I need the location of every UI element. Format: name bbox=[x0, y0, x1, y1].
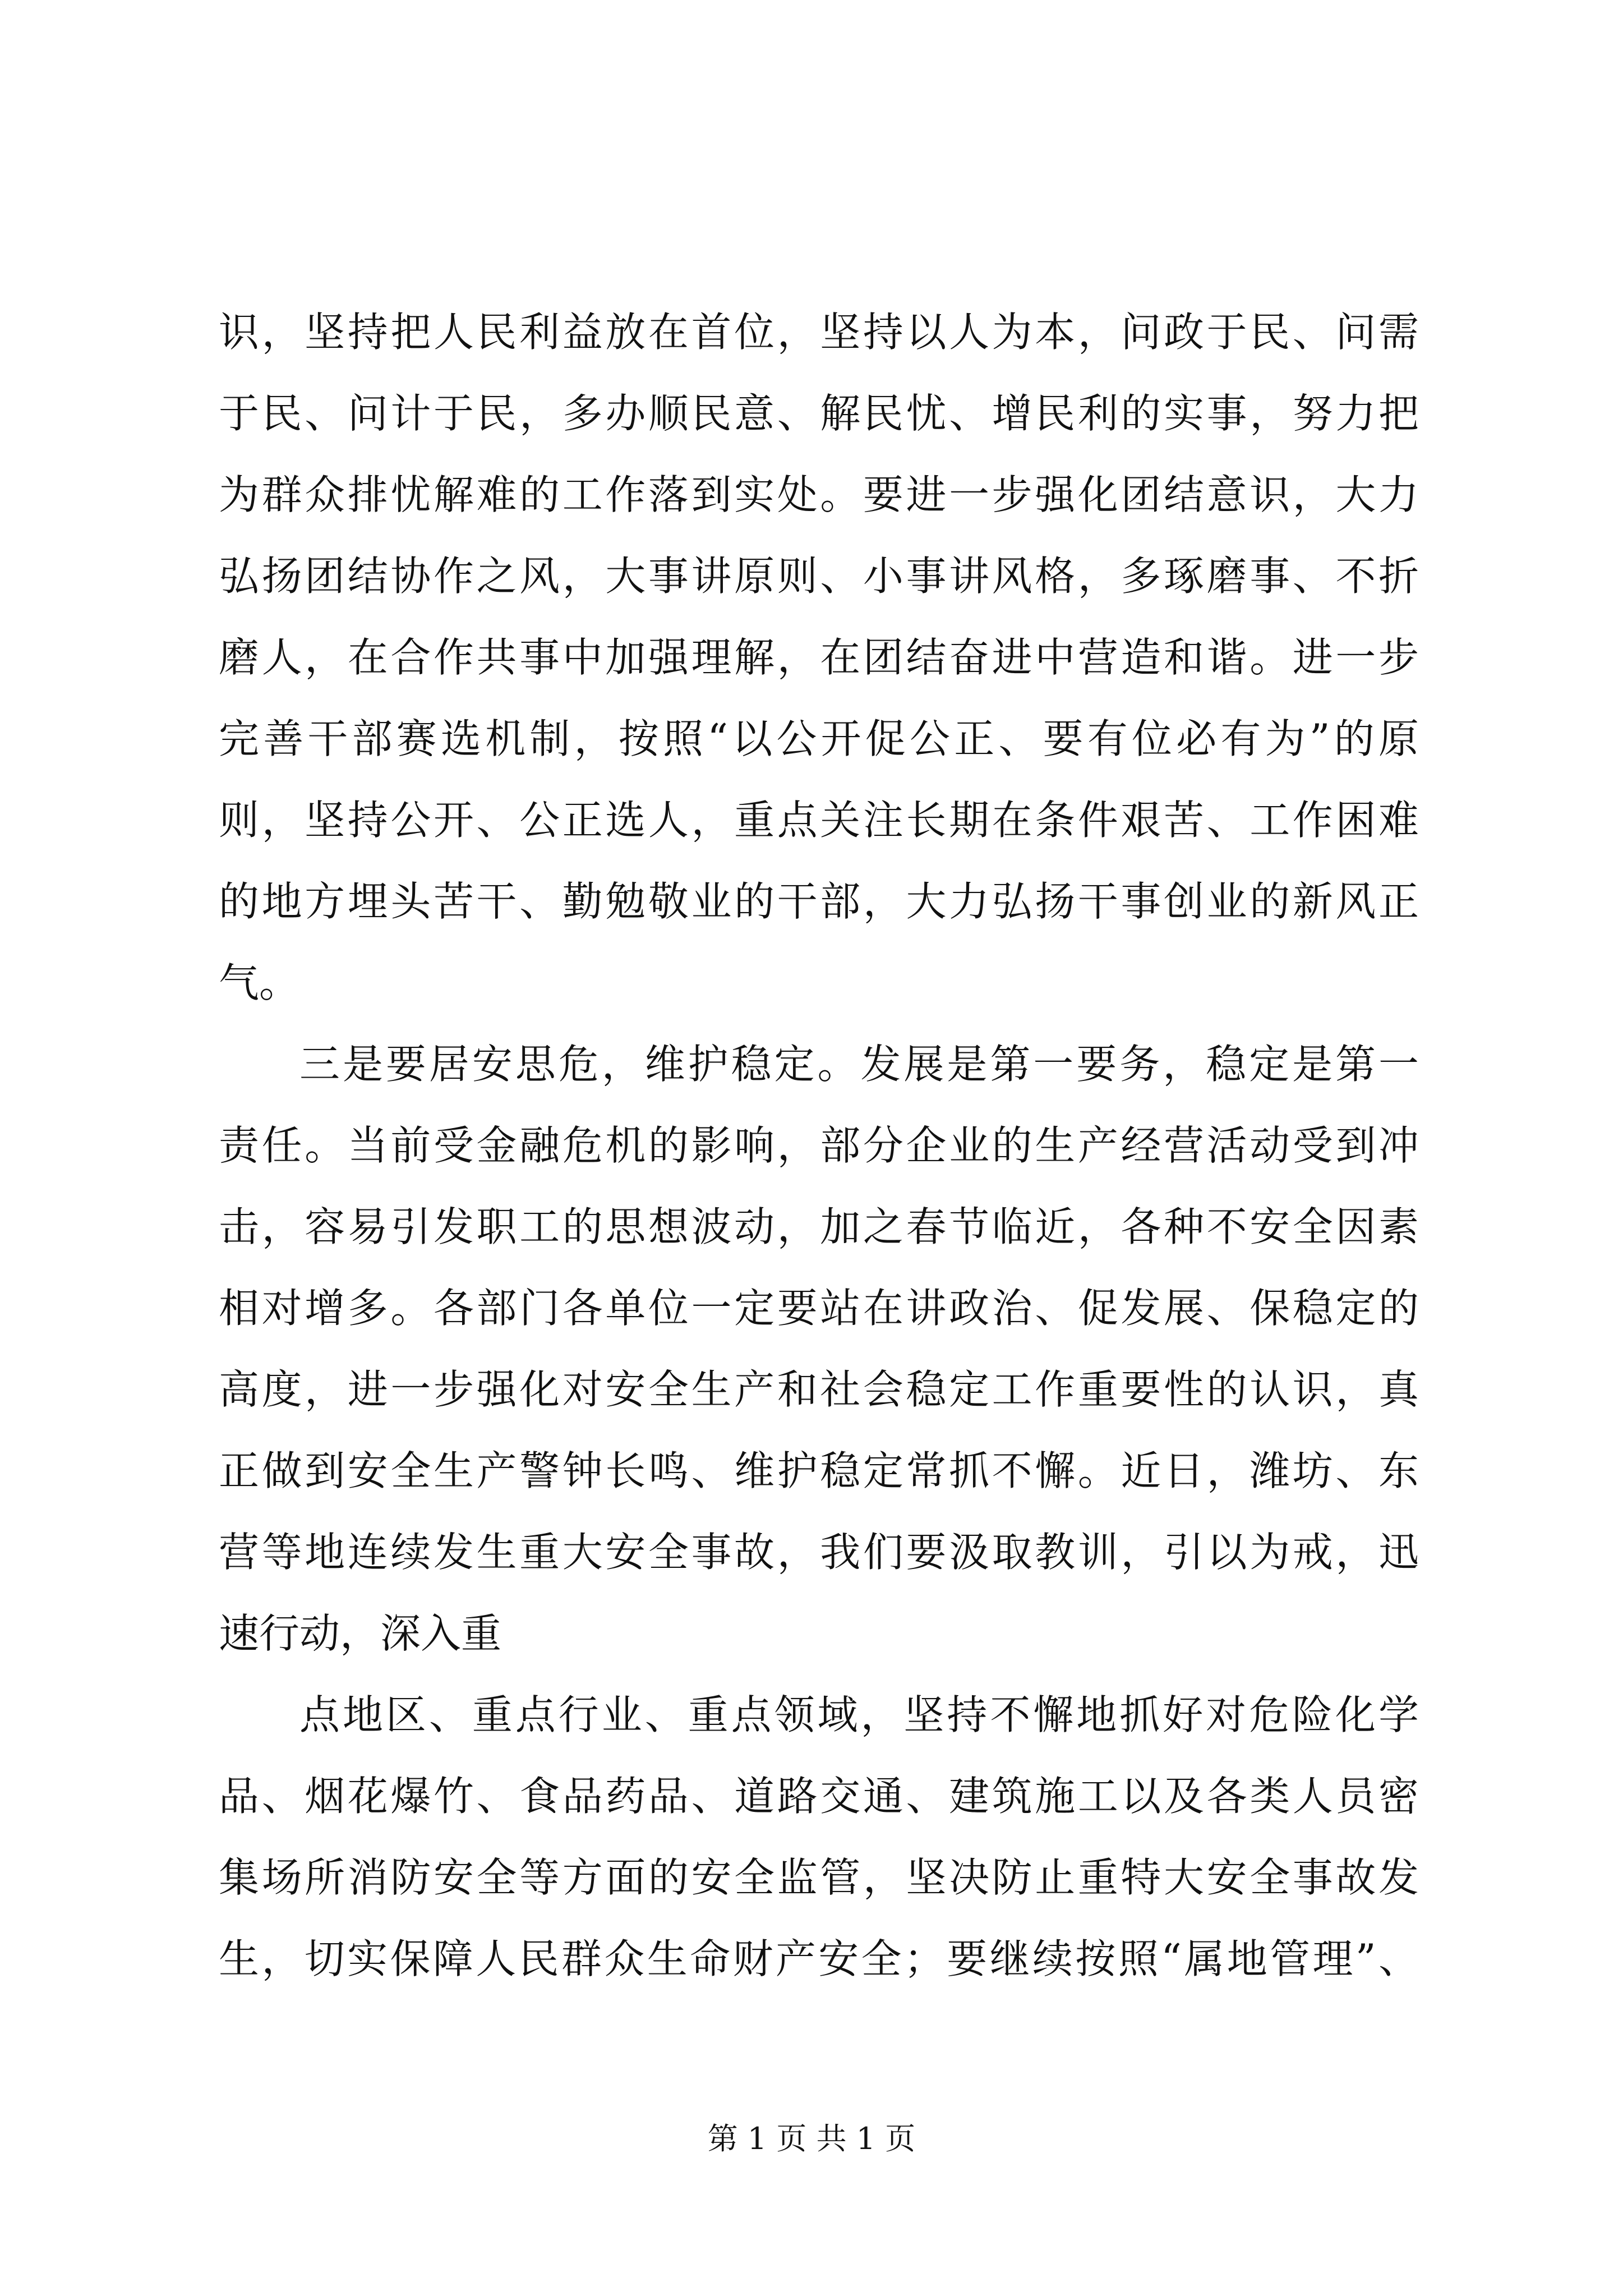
text-line: 于民、问计于民，多办顺民意、解民忧、增民利的实事，努力把 bbox=[219, 390, 1419, 437]
text-line: 识，坚持把人民利益放在首位，坚持以人为本，问政于民、问需 bbox=[219, 309, 1419, 356]
text-line: 则，坚持公开、公正选人，重点关注长期在条件艰苦、工作困难 bbox=[219, 797, 1419, 844]
text-line: 高度，进一步强化对安全生产和社会稳定工作重要性的认识，真 bbox=[219, 1366, 1419, 1413]
text-line: 责任。当前受金融危机的影响，部分企业的生产经营活动受到冲 bbox=[219, 1122, 1419, 1169]
text-line: 生，切实保障人民群众生命财产安全；要继续按照“属地管理”、 bbox=[219, 1935, 1419, 1982]
text-line: 营等地连续发生重大安全事故，我们要汲取教训，引以为戒，迅 bbox=[219, 1529, 1419, 1576]
document-body bbox=[219, 292, 1419, 2000]
text-line: 磨人，在合作共事中加强理解，在团结奋进中营造和谐。进一步 bbox=[219, 634, 1419, 681]
text-line: 弘扬团结协作之风，大事讲原则、小事讲风格，多琢磨事、不折 bbox=[219, 553, 1419, 600]
paragraph bbox=[219, 292, 1419, 1024]
text-line: 集场所消防安全等方面的安全监管，坚决防止重特大安全事故发 bbox=[219, 1854, 1419, 1901]
paragraph bbox=[219, 1024, 1419, 1674]
text-line: 为群众排忧解难的工作落到实处。要进一步强化团结意识，大力 bbox=[219, 471, 1419, 518]
text-line: 的地方埋头苦干、勤勉敬业的干部，大力弘扬干事创业的新风正 bbox=[219, 878, 1419, 925]
page-footer bbox=[0, 2115, 1623, 2158]
text-line: 击，容易引发职工的思想波动，加之春节临近，各种不安全因素 bbox=[219, 1203, 1419, 1250]
text-line: 完善干部赛选机制，按照“以公开促公正、要有位必有为”的原 bbox=[219, 715, 1419, 762]
text-line: 正做到安全生产警钟长鸣、维护稳定常抓不懈。近日，潍坊、东 bbox=[219, 1447, 1419, 1494]
text-line: 点地区、重点行业、重点领域，坚持不懈地抓好对危险化学 bbox=[299, 1691, 1419, 1738]
text-line: 相对增多。各部门各单位一定要站在讲政治、促发展、保稳定的 bbox=[219, 1285, 1419, 1332]
text-line: 品、烟花爆竹、食品药品、道路交通、建筑施工以及各类人员密 bbox=[219, 1773, 1419, 1820]
page-number: 第 1 页 共 1 页 bbox=[707, 2121, 916, 2156]
paragraph bbox=[219, 1674, 1419, 2000]
text-line: 三是要居安思危，维护稳定。发展是第一要务，稳定是第一 bbox=[299, 1041, 1419, 1088]
text-line: 速行动，深入重 bbox=[219, 1610, 502, 1657]
text-line: 气。 bbox=[219, 959, 300, 1006]
